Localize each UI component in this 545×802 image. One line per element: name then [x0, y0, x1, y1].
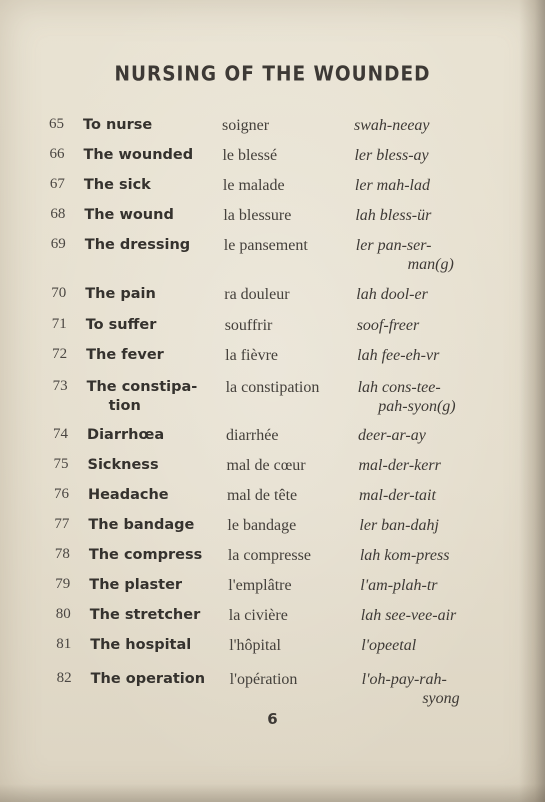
french-term: mal de tête	[226, 487, 298, 504]
pronunciation	[362, 670, 460, 708]
french-term: le malade	[222, 177, 285, 194]
english-term	[89, 576, 182, 595]
english-term	[85, 236, 190, 255]
pronunciation	[357, 316, 420, 335]
english-term	[83, 116, 152, 135]
pronunciation	[361, 606, 457, 625]
entry-number: 68	[50, 206, 66, 222]
french-term: l'opération	[229, 671, 298, 688]
french-term: la compresse	[227, 547, 311, 564]
pronunciation-line: lah see-vee-air	[360, 607, 457, 624]
vocab-entry	[0, 316, 545, 344]
english-term-line: To nurse	[83, 117, 153, 133]
entry-number: 78	[54, 546, 70, 562]
pronunciation	[359, 486, 436, 505]
french-term: ra douleur	[224, 286, 290, 303]
english-term	[85, 285, 156, 304]
pronunciation	[358, 426, 426, 445]
vocab-entry	[0, 426, 545, 454]
english-term	[87, 378, 198, 416]
french-term: la fièvre	[225, 347, 278, 364]
french-term: l'hôpital	[229, 637, 281, 654]
french-term: souffrir	[224, 317, 273, 334]
vocab-entry	[0, 176, 545, 204]
english-term	[84, 176, 151, 195]
pronunciation	[356, 236, 454, 274]
pronunciation-continuation: pah-syon(g)	[378, 398, 456, 415]
entry-number: 67	[49, 176, 65, 192]
pronunciation	[359, 456, 441, 475]
pronunciation	[354, 146, 428, 165]
entry-number: 81	[56, 636, 72, 652]
pronunciation-line: mal-der-tait	[358, 487, 436, 504]
pronunciation-line: ler bless-ay	[354, 147, 429, 164]
entry-number: 66	[49, 146, 65, 162]
pronunciation-continuation: syong	[422, 690, 460, 707]
pronunciation-line: mal-der-kerr	[358, 457, 441, 474]
vocab-entry	[0, 206, 545, 234]
pronunciation	[355, 176, 430, 195]
french-term: la civière	[228, 607, 288, 624]
pronunciation-line: l'opeetal	[361, 637, 417, 654]
english-term-line: The pain	[85, 286, 156, 302]
pronunciation	[356, 285, 428, 304]
entry-number: 79	[55, 576, 71, 592]
page-bottom-edge	[0, 784, 545, 802]
entry-number: 65	[49, 116, 64, 132]
pronunciation-line: ler ban-dahj	[359, 517, 439, 534]
french-term: soigner	[222, 117, 270, 134]
pronunciation-line: l'oh-pay-rah-	[361, 671, 447, 688]
pronunciation	[361, 636, 416, 655]
vocab-entry	[0, 546, 545, 574]
english-term-continuation: tion	[108, 398, 141, 414]
english-term-line: Diarrhœa	[87, 427, 165, 443]
english-term-line: The fever	[86, 347, 164, 363]
vocab-entry	[0, 116, 545, 144]
english-term-line: The wound	[84, 207, 174, 223]
french-term: la blessure	[223, 207, 292, 224]
english-term	[90, 606, 200, 625]
french-term: le blessé	[222, 147, 278, 164]
vocab-entry	[0, 670, 545, 707]
vocab-entry	[0, 236, 545, 273]
entry-number: 73	[52, 378, 68, 394]
page-title: NURSING OF THE WOUNDED	[114, 62, 431, 87]
pronunciation-continuation: man(g)	[407, 256, 454, 273]
french-term: la constipation	[225, 379, 320, 396]
french-term: diarrhée	[226, 427, 279, 444]
entry-number: 77	[54, 516, 70, 532]
english-term	[88, 516, 194, 535]
pronunciation	[360, 546, 450, 565]
pronunciation-line: ler pan-ser-	[355, 237, 432, 254]
english-term-line: The hospital	[90, 637, 192, 653]
pronunciation-line: l'am-plah-tr	[360, 577, 438, 594]
english-term-line: The dressing	[84, 237, 191, 253]
pronunciation-line: ler mah-lad	[354, 177, 430, 194]
vocab-entry	[0, 636, 545, 664]
entry-number: 75	[53, 456, 69, 472]
entry-number: 70	[51, 285, 67, 301]
english-term-line: The stretcher	[89, 607, 201, 623]
vocab-entry	[0, 606, 545, 634]
pronunciation	[357, 346, 439, 365]
pronunciation	[360, 576, 437, 595]
pronunciation-line: swah-neeay	[354, 117, 430, 134]
pronunciation-line: deer-ar-ay	[358, 427, 426, 444]
pronunciation-line: lah dool-er	[356, 286, 428, 303]
french-term: le pansement	[223, 237, 308, 254]
english-term	[88, 456, 159, 475]
pronunciation	[358, 378, 456, 416]
english-term	[86, 346, 164, 365]
english-term-line: Sickness	[87, 457, 159, 473]
english-term	[90, 636, 191, 655]
vocab-entry	[0, 516, 545, 544]
english-term	[86, 316, 157, 335]
english-term	[88, 486, 169, 505]
pronunciation-line: lah fee-eh-vr	[357, 347, 440, 364]
vocab-entry	[0, 456, 545, 484]
pronunciation-line: soof-freer	[356, 317, 420, 334]
pronunciation-line: lah bless-ür	[355, 207, 432, 224]
french-term: mal de cœur	[226, 457, 306, 474]
english-term	[84, 206, 173, 225]
page-number: 6	[267, 710, 278, 728]
english-term-line: The sick	[83, 177, 151, 193]
entry-number: 71	[51, 316, 67, 332]
english-term	[83, 146, 193, 165]
entry-number: 72	[52, 346, 68, 362]
english-term-line: The wounded	[83, 147, 194, 163]
english-term-line: The bandage	[88, 517, 195, 533]
entry-number: 80	[55, 606, 71, 622]
vocab-entry	[0, 146, 545, 174]
english-term-line: To suffer	[85, 317, 157, 333]
entry-number: 69	[50, 236, 66, 252]
english-term-line: Headache	[87, 487, 169, 503]
english-term	[89, 546, 202, 565]
vocab-entry	[0, 486, 545, 514]
pronunciation	[355, 206, 431, 225]
pronunciation	[359, 516, 439, 535]
english-term-line: The operation	[90, 671, 206, 687]
french-term: l'emplâtre	[228, 577, 292, 594]
french-term: le bandage	[227, 517, 297, 534]
pronunciation	[354, 116, 430, 135]
pronunciation-line: lah cons-tee-	[357, 379, 441, 396]
entry-number: 76	[53, 486, 69, 502]
vocab-entry	[0, 576, 545, 604]
english-term	[91, 670, 205, 689]
english-term	[87, 426, 164, 445]
vocab-entry	[0, 285, 545, 313]
english-term-line: The plaster	[89, 577, 183, 593]
pronunciation-line: lah kom-press	[359, 547, 450, 564]
entry-number: 82	[56, 670, 72, 686]
entry-number: 74	[53, 426, 69, 442]
english-term-line: The compress	[88, 547, 203, 563]
english-term-line: The constipa-	[86, 379, 198, 395]
vocab-entry	[0, 378, 545, 415]
vocab-entry	[0, 346, 545, 374]
